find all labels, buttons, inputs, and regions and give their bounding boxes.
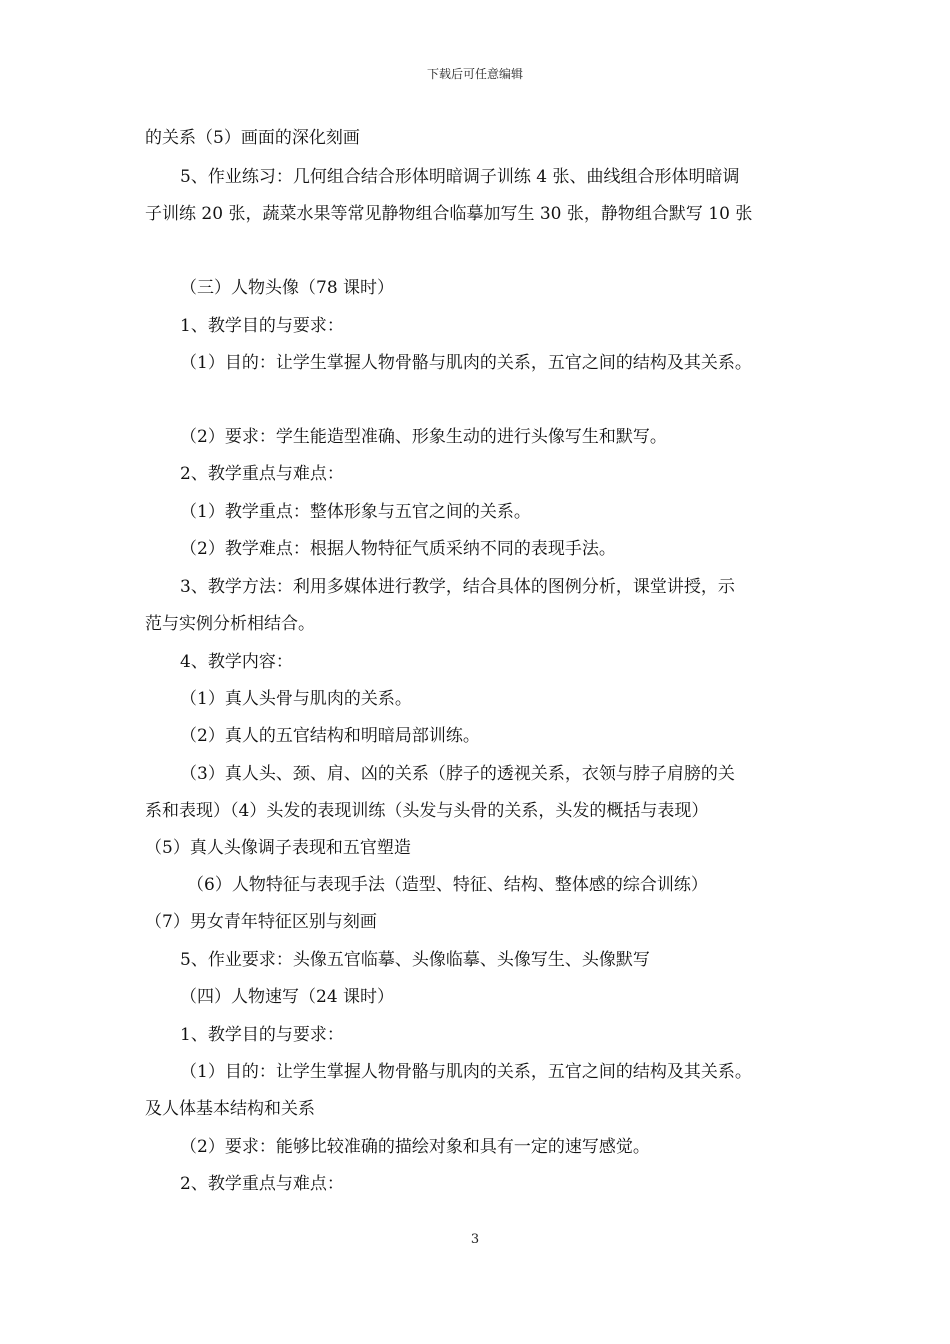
text-line: （1）真人头骨与肌肉的关系。 xyxy=(180,689,412,709)
text-line: 3、教学方法：利用多媒体进行教学，结合具体的图例分析，课堂讲授，示 xyxy=(180,577,735,597)
text-line: （2）要求：学生能造型准确、形象生动的进行头像写生和默写。 xyxy=(180,427,667,447)
text-line: 4、教学内容： xyxy=(180,652,293,672)
text-line: （1）教学重点：整体形象与五官之间的关系。 xyxy=(180,502,531,522)
section-heading: （三）人物头像（78 课时） xyxy=(180,278,395,298)
text-line: （7）男女青年特征区别与刻画 xyxy=(145,912,377,932)
text-line: 1、教学目的与要求： xyxy=(180,1025,344,1045)
text-line: （2）真人的五官结构和明暗局部训练。 xyxy=(180,726,480,746)
text-line: 系和表现）（4）头发的表现训练（头发与头骨的关系，头发的概括与表现） xyxy=(145,801,709,821)
text-line: （2）要求：能够比较准确的描绘对象和具有一定的速写感觉。 xyxy=(180,1137,650,1157)
text-line: 5、作业要求：头像五官临摹、头像临摹、头像写生、头像默写 xyxy=(180,950,650,970)
text-line: （1）目的：让学生掌握人物骨骼与肌肉的关系，五官之间的结构及其关系。 xyxy=(180,353,752,373)
text-line: （5）真人头像调子表现和五官塑造 xyxy=(145,838,411,858)
page-header: 下载后可任意编辑 xyxy=(426,67,523,81)
text-line: 子训练 20 张，蔬菜水果等常见静物组合临摹加写生 30 张，静物组合默写 10 张 xyxy=(145,204,753,224)
text-line: （2）教学难点：根据人物特征气质采纳不同的表现手法。 xyxy=(180,539,616,559)
text-line: 的关系（5）画面的深化刻画 xyxy=(145,128,360,148)
text-line: 2、教学重点与难点： xyxy=(180,1174,344,1194)
text-line: （1）目的：让学生掌握人物骨骼与肌肉的关系，五官之间的结构及其关系。 xyxy=(180,1062,752,1082)
text-line: 范与实例分析相结合。 xyxy=(145,614,315,634)
text-line: 及人体基本结构和关系 xyxy=(145,1099,315,1119)
section-heading: （四）人物速写（24 课时） xyxy=(180,987,395,1007)
text-line: 2、教学重点与难点： xyxy=(180,464,344,484)
text-line: 1、教学目的与要求： xyxy=(180,316,344,336)
text-line: （3）真人头、颈、肩、凶的关系（脖子的透视关系，衣领与脖子肩膀的关 xyxy=(180,764,735,784)
page-number: 3 xyxy=(470,1232,480,1247)
text-line: （6）人物特征与表现手法（造型、特征、结构、整体感的综合训练） xyxy=(187,875,708,895)
text-line: 5、作业练习：几何组合结合形体明暗调子训练 4 张、曲线组合形体明暗调 xyxy=(180,167,740,187)
